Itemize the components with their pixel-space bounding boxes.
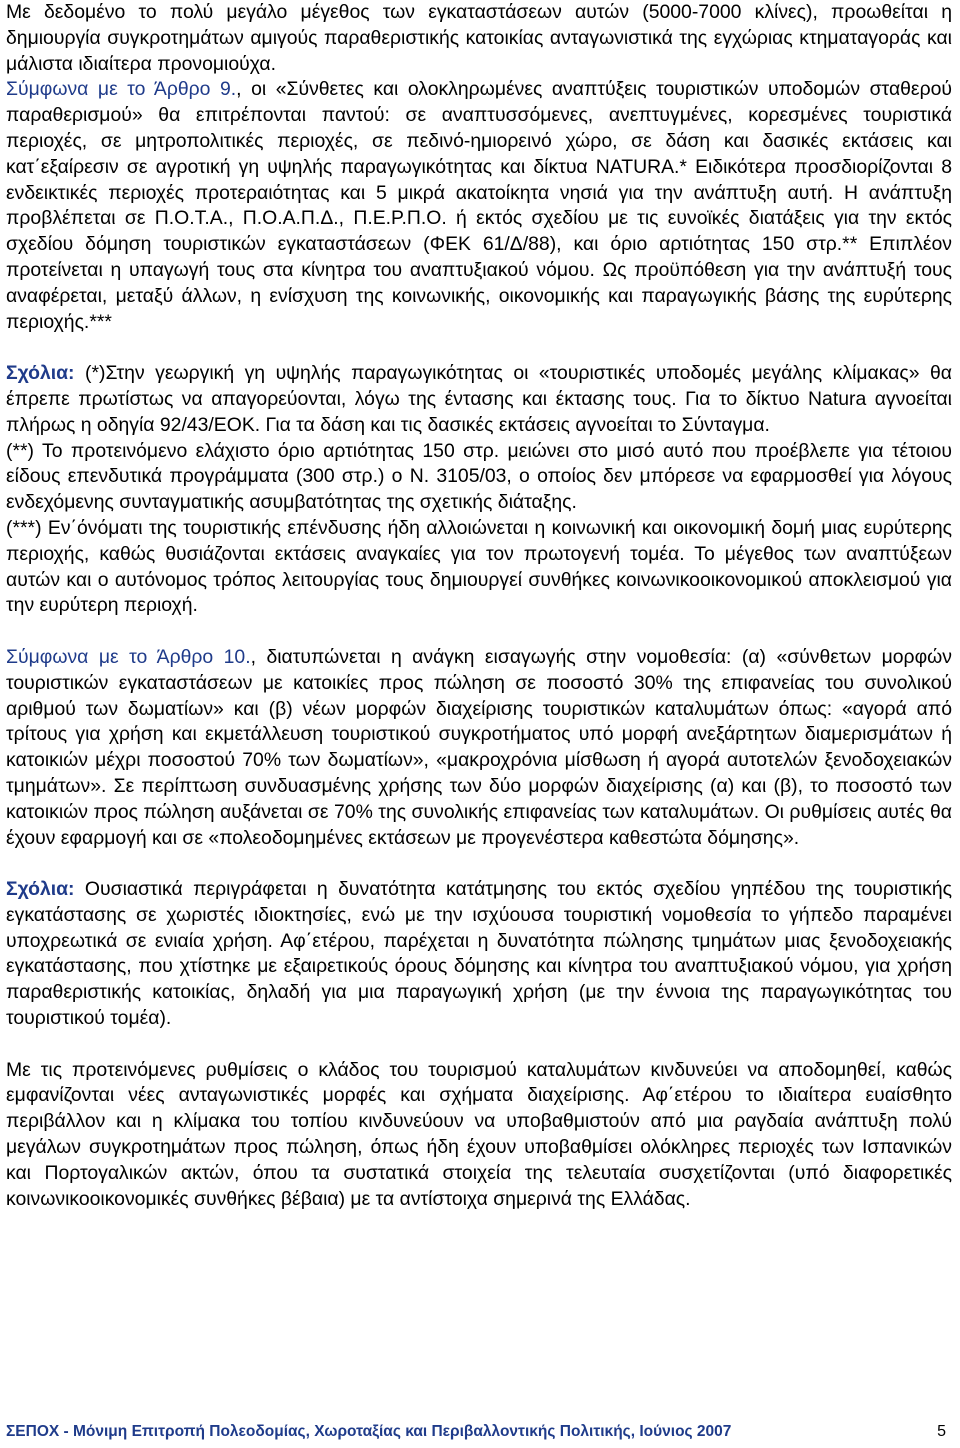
article-10-heading: Σύμφωνα με το Άρθρο 10. [6, 645, 251, 668]
comment-text: Ουσιαστικά περιγράφεται η δυνατότητα κατάτμησης του εκτός σχεδίου γηπέδου της τουριστικής εγκατάστασης σε χωριστές ιδιοκτησίες, ενώ με την ισχύουσα τουριστική νομοθεσία το γήπεδο παραμένει υποχρεωτικά σε ενιαία χρήση. Αφ΄ετέρου, παρέχεται η δυνατότητα πώλησης τμημάτων μιας ξενοδοχειακής εγκατάστασης, που χτίστηκε με εξαιρετικούς όρους δόμησης και κίνητρα του αναπτυξιακού νόμου, για χρήση παραθεριστικής κατοικίας, δηλαδή για μια παραγωγική χρήση (με την έννοια της παραγωγικότητας του τουριστικού τομέα). [6, 878, 952, 1030]
article-9-heading: Σύμφωνα με το Άρθρο 9. [6, 78, 237, 101]
paragraph-article-10 [6, 645, 952, 851]
comment-block-1 [6, 361, 952, 438]
comment-block-2 [6, 877, 952, 1032]
comment-label: Σχόλια: [6, 878, 75, 901]
comment-footnote-2: (**) Το προτεινόμενο ελάχιστο όριο αρτιότητας 150 στρ. μειώνει στο μισό αυτό που προέβλεπε για τέτοιου είδους επενδυτικά προγράμματα (300 στρ.) ο Ν. 3105/03, ο οποίος δεν μπόρεσε να εφαρμοσθεί για λόγους ενδεχόμενης συνταγματικής ασυμβατότητας της σχετικής διάταξης. [6, 439, 952, 514]
footer-organization: ΣΕΠΟΧ - Μόνιμη Επιτροπή Πολεοδομίας, Χωροταξίας και Περιβαλλοντικής Πολιτικής, Ιούνιος 2007 [6, 1423, 732, 1440]
page-footer [6, 1422, 946, 1442]
spacer [6, 851, 952, 877]
article-9-text: , οι «Σύνθετες και ολοκληρωμένες αναπτύξεις τουριστικών υποδομών σταθερού παραθερισμού» θα επιτρέπονται παντού: σε αναπτυσσόμενες, ανεπτυγμένες, κορεσμένες τουριστικά περιοχές, σε μητροπολιτικές περιοχές, σε πεδινό-ημιορεινό χώρο, σε δάση και δασικές εκτάσεις και κατ΄εξαίρεσιν σε αγροτική γη υψηλής παραγωγικότητας και δίκτυα NATURA.* Ειδικότερα προσδιορίζονται 8 ενδεικτικές περιοχές προτεραιότητας και 5 μικρά ακατοίκητα νησιά για την ανάπτυξη αυτή. Η ανάπτυξη προβλέπεται σε Π.Ο.Τ.Α., Π.Ο.Α.Π.Δ., Π.Ε.Ρ.Π.Ο. ή εκτός σχεδίου με τις ευνοϊκές διατάξεις για την εκτός σχεδίου δόμηση τουριστικών εγκαταστάσεων (ΦΕΚ 61/Δ/88), και όριο αρτιότητας 150 στρ.** Επιπλέον προτείνεται η υπαγωγή τους στα κίνητρα του αναπτυξιακού νόμου. Ως προϋπόθεση για την ανάπτυξή τους αναφέρεται, μεταξύ άλλων, η ενίσχυση της κοινωνικής, οικονομικής και παραγωγικής βάσης της ευρύτερης περιοχής.*** [6, 78, 952, 333]
paragraph-conclusion: Με τις προτεινόμενες ρυθμίσεις ο κλάδος του τουρισμού καταλυμάτων κινδυνεύει να αποδομηθεί, καθώς εμφανίζονται νέες ανταγωνιστικές μορφές και σχήματα διαχείρισης. Αφ΄ετέρου το ιδιαίτερα ευαίσθητο περιβάλλον και η κλίμακα του τοπίου κινδυνεύουν να υποβαθμιστούν από μια ραγδαία ανάπτυξη πολύ μεγάλων συγκροτημάτων προς πώληση, όπως ήδη έχουν υποβαθμίσει ολόκληρες περιοχές των Ισπανικών και Πορτογαλικών ακτών, όπου τα συστατικά στοιχεία της τελευταία συσχετίζονται (υπό διαφορετικές κοινωνικοοικονομικές συνθήκες βέβαια) με τα αντίστοιχα σημερινά της Ελλάδας. [6, 1058, 952, 1210]
page-number: 5 [937, 1423, 946, 1440]
comment-label: Σχόλια: [6, 362, 75, 385]
spacer [6, 1032, 952, 1058]
spacer [6, 335, 952, 361]
spacer [6, 619, 952, 645]
paragraph-intro: Με δεδομένο το πολύ μεγάλο μέγεθος των εγκαταστάσεων αυτών (5000-7000 κλίνες), προωθείται η δημιουργία συγκροτημάτων αμιγούς παραθεριστικής κατοικίας ανταγωνιστικά της εγχώριας κτηματαγοράς και μάλιστα ιδιαίτερα προνομιούχα. [6, 1, 952, 75]
comment-text: (*)Στην γεωργική γη υψηλής παραγωγικότητας οι «τουριστικές υποδομές μεγάλης κλίμακας» θα έπρεπε πρωτίστως να απαγορεύονται, λόγω της έντασης και έκτασης τους. Για το δίκτυο Natura αγνοείται πλήρως η οδηγία 92/43/ΕΟΚ. Για τα δάση και τις δασικές εκτάσεις αγνοείται το Σύνταγμα. [6, 362, 952, 436]
comment-footnote-3: (***) Εν΄όνόματι της τουριστικής επένδυσης ήδη αλλοιώνεται η κοινωνική και οικονομική δομή μιας ευρύτερης περιοχής, καθώς θυσιάζονται εκτάσεις αναγκαίες για τον πρωτογενή τομέα. Το μέγεθος των αναπτύξεων αυτών και ο αυτόνομος τρόπος λειτουργίας τους δημιουργεί συνθήκες κοινωνικοοικονομικού αποκλεισμού για την ευρύτερη περιοχή. [6, 516, 952, 617]
paragraph-article-9 [6, 77, 952, 335]
article-10-text: , διατυπώνεται η ανάγκη εισαγωγής στην νομοθεσία: (α) «σύνθετων μορφών τουριστικών εγκαταστάσεων με κατοικίες προς πώληση σε ποσοστό 30% της επιφανείας του συνολικού αριθμού των δωματίων» και (β) νέων μορφών διαχείρισης τουριστικών καταλυμάτων όπως: «αγορά από τρίτους για χρήση και εκμετάλλευση τουριστικού συγκροτήματος υπό μορφή ανεξάρτητων διαμερισμάτων ή κατοικιών μέχρι ποσοστού 70% των δωματίων», «μακροχρόνια μίσθωση ή αγορά αυτοτελών ξενοδοχειακών τμημάτων». Σε περίπτωση συνδυασμένης χρήσης των δύο μορφών διαχείρισης (α) και (β), το ποσοστό των κατοικιών προς πώληση αυξάνεται σε 70% της συνολικής επιφανείας των καταλυμάτων. Οι ρυθμίσεις αυτές θα έχουν εφαρμογή και σε «πολεοδομημένες εκτάσεων με προγενέστερα καθεστώτα δόμησης». [6, 645, 952, 849]
